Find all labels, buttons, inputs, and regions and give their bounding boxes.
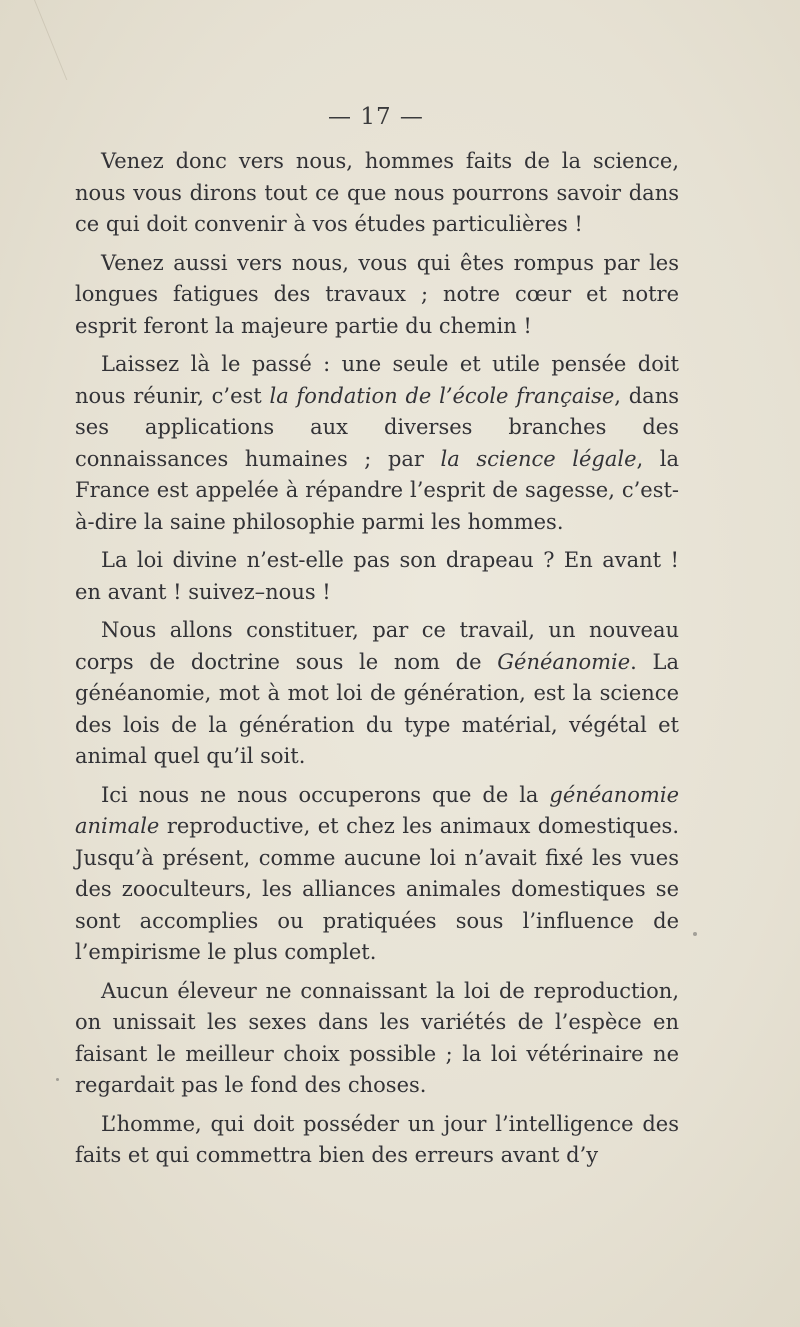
paragraph [75,146,679,241]
text-run: Laissez là le passé : une seule et utile pensée doit nous réunir, c’est [75,352,679,408]
text-run: Nous allons constituer, par ce travail, un nouveau corps de doctrine sous le nom de [75,618,679,674]
italic-text: la science légale [440,446,637,471]
paper-speck [56,1078,59,1081]
text-run: Aucun éleveur ne connaissant la loi de reproduction, on unissait les sexes dans les variétés de l’espèce en faisant le meilleur choix possible ; la loi vétérinaire ne regardait pas le fond des choses. [75,978,679,1097]
text-run: , la France est appelée à répandre l’esprit de sagesse, c’est-à-dire la saine philosophie parmi les hommes. [75,446,680,534]
paragraph [75,615,679,773]
text-run: La loi divine n’est-elle pas son drapeau ? En avant ! en avant ! suivez–nous ! [75,548,679,604]
paragraph [75,545,679,608]
text-run: , dans ses applications aux diverses branches des connaissances humaines ; par [75,383,679,471]
text-run: L’homme, qui doit posséder un jour l’intelligence des faits et qui commettra bien des erreurs avant d’y [75,1111,679,1167]
text-run: Venez aussi vers nous, vous qui êtes rompus par les longues fatigues des travaux ; notre cœur et notre esprit feront la majeure partie du chemin ! [75,250,679,338]
paragraph [75,349,679,538]
page-number: — 17 — [328,104,424,130]
italic-text: la fondation de l’école française [269,383,615,408]
paragraph [75,1109,679,1172]
italic-text: Généanomie [497,649,631,674]
paragraph [75,248,679,343]
text-run: reproductive, et chez les animaux domestiques. Jusqu’à présent, comme aucune loi n’avait fixé les vues des zooculteurs, les alliances animales domestiques se sont accomplies ou pratiquées sous l’influence de l’empirisme le plus complet. [75,814,679,964]
text-run: . La généanomie, mot à mot loi de génération, est la science des lois de la génération du type matérial, végétal et animal quel qu’il soit. [75,649,679,768]
italic-text: généanomie animale [75,782,679,838]
paper-speck [693,932,697,936]
text-run: Ici nous ne nous occuperons que de la [101,782,550,807]
page-fold-mark [0,0,67,80]
body-text [75,146,679,1179]
text-run: Venez donc vers nous, hommes faits de la science, nous vous dirons tout ce que nous pourrons savoir dans ce qui doit convenir à vos études particulières ! [75,149,679,236]
paragraph [75,780,679,969]
paragraph [75,976,679,1102]
